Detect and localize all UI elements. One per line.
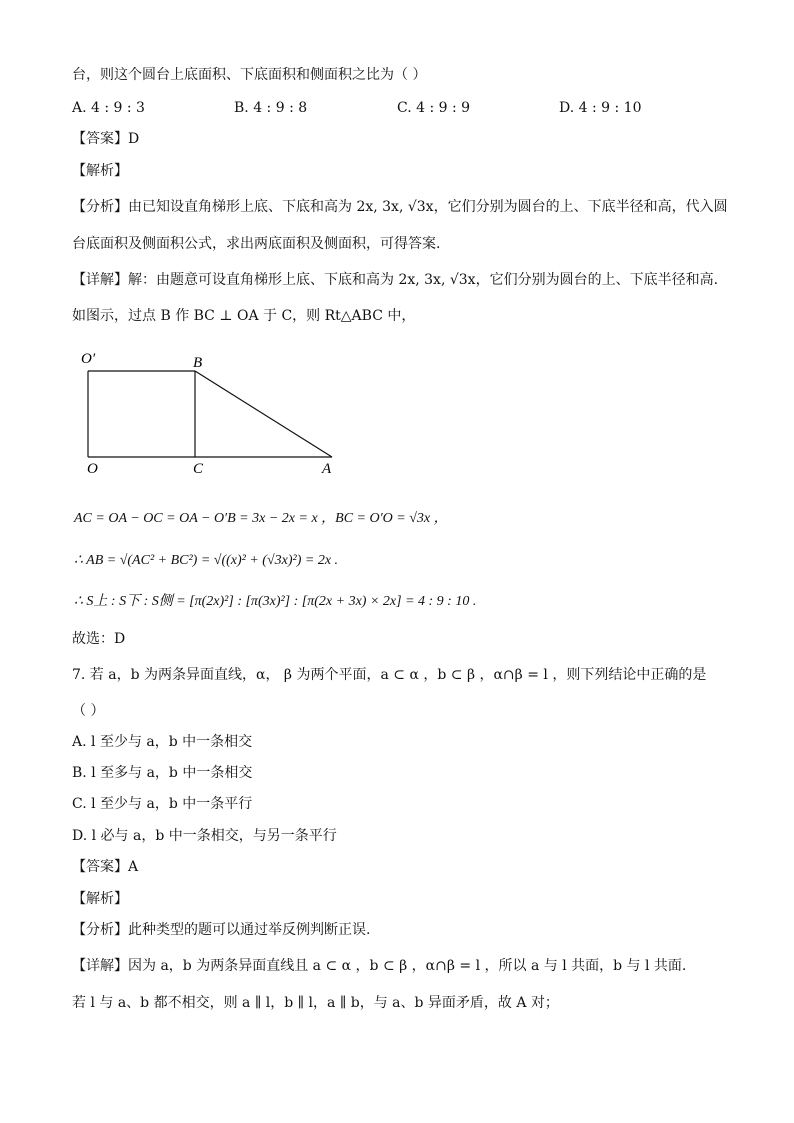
q6-eq3: ∴ S上 : S下 : S侧 = [π(2x)²] : [π(3x)²] : [π(2x + 3x) × 2x] = 4 : 9 : 10 . [74, 594, 477, 609]
label-a: A [322, 461, 332, 475]
q6-choose: 故选：D [72, 631, 126, 647]
q7-option-c: C. l 至少与 a，b 中一条平行 [72, 796, 253, 812]
label-b: B [193, 355, 203, 371]
q7-option-b: B. l 至多与 a，b 中一条相交 [72, 765, 253, 781]
q6-option-c: C. 4 : 9 : 9 [397, 100, 471, 116]
q6-answer: 【答案】D [72, 131, 140, 147]
q7-analysis-title: 【解析】 [72, 891, 128, 907]
q7-stem: 7. 若 a，b 为两条异面直线，α， β 为两个平面，a ⊂ α ，b ⊂ β ，α∩β = l ，则下列结论中正确的是 [72, 667, 707, 683]
q6-stem-tail: 台，则这个圆台上底面积、下底面积和侧面积之比为（ ） [72, 67, 427, 83]
q6-analysis-title: 【解析】 [72, 163, 128, 179]
q6-xiangjie: 【详解】解：由题意可设直角梯形上底、下底和高为 2x, 3x, √3x，它们分别为圆台的上、下底半径和高. [72, 272, 719, 288]
q7-xiangjie-cont: 若 l 与 a、b 都不相交，则 a ∥ l，b ∥ l，a ∥ b，与 a、b 异面矛盾，故 A 对； [72, 995, 559, 1011]
label-c: C [193, 461, 204, 475]
q6-fenxi-cont: 台底面积及侧面积公式，求出两底面积及侧面积，可得答案. [72, 236, 441, 252]
q6-xiangjie-cont: 如图示，过点 B 作 BC ⊥ OA 于 C，则 Rt△ABC 中， [72, 308, 416, 324]
q6-eq2: ∴ AB = √(AC² + BC²) = √((x)² + (√3x)²) = 2x . [74, 553, 339, 568]
q6-option-a: A. 4 : 9 : 3 [72, 100, 145, 116]
q6-option-d: D. 4 : 9 : 10 [559, 100, 642, 116]
label-o-prime: O′ [81, 351, 96, 367]
q6-eq1: AC = OA − OC = OA − O′B = 3x − 2x = x ，BC = O′O = √3x ， [74, 511, 448, 526]
q6-option-b: B. 4 : 9 : 8 [234, 100, 308, 116]
q6-fenxi: 【分析】由已知设直角梯形上底、下底和高为 2x, 3x, √3x，它们分别为圆台的上、下底半径和高，代入圆 [72, 199, 728, 215]
trapezoid-figure [70, 345, 370, 475]
q7-option-d: D. l 必与 a，b 中一条相交，与另一条平行 [72, 828, 337, 844]
q7-paren: （ ） [72, 703, 105, 719]
edge-b-a [195, 371, 332, 457]
q7-option-a: A. l 至少与 a，b 中一条相交 [72, 734, 253, 750]
q7-fenxi: 【分析】此种类型的题可以通过举反例判断正误. [72, 922, 371, 938]
q7-answer: 【答案】A [72, 859, 139, 875]
label-o: O [87, 461, 98, 475]
q7-xiangjie: 【详解】因为 a，b 为两条异面直线且 a ⊂ α ，b ⊂ β ，α∩β = l ，所以 a 与 l 共面，b 与 l 共面. [72, 958, 687, 974]
